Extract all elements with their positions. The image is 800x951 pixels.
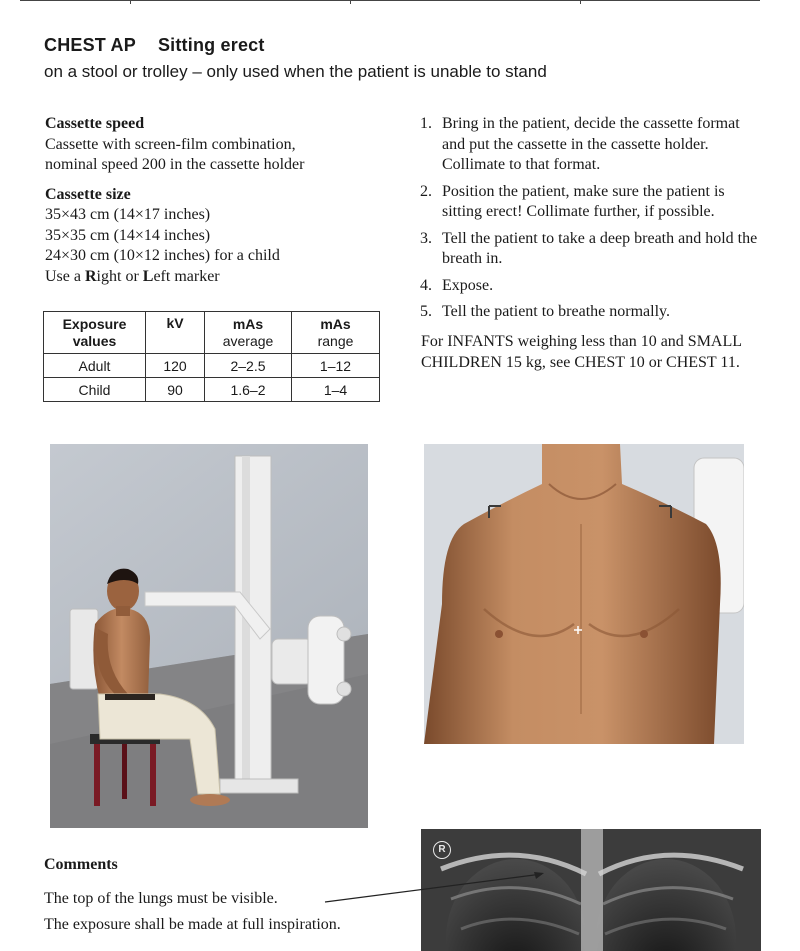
title-main: CHEST AP: [44, 35, 136, 55]
top-rule: [20, 0, 760, 1]
page-description: on a stool or trolley – only used when the patient is unable to stand: [44, 62, 547, 81]
step-item: 2. Position the patient, make sure the patient is sitting erect! Collimate further, if possible.: [420, 182, 725, 220]
table-row: [44, 354, 380, 378]
comments-section: [44, 856, 404, 938]
rule-tick: [130, 0, 131, 4]
column-header: kV: [146, 312, 205, 354]
table-cell: Child: [44, 378, 146, 402]
table-row: [44, 378, 380, 402]
comment-line: The top of the lungs must be visible.: [44, 890, 278, 907]
column-header: mAs average: [205, 312, 292, 354]
cassette-size-heading: Cassette size: [45, 185, 131, 203]
cassette-speed-heading: Cassette speed: [45, 115, 145, 132]
positioning-illustration: [50, 444, 368, 828]
title-position: Sitting erect: [157, 35, 265, 55]
table-cell: 1–4: [292, 378, 380, 402]
table-header-row: [44, 312, 380, 354]
column-header: Exposure values: [44, 312, 146, 354]
infant-note: For INFANTS weighing less than 10 and SMALL CHILDREN 15 kg, see CHEST 10 or CHEST 11.: [421, 333, 742, 371]
rule-tick: [580, 0, 581, 4]
page-title: [44, 35, 547, 56]
cassette-size-line: 24×30 cm (10×12 inches) for a child: [45, 247, 280, 264]
table-cell: 120: [146, 354, 205, 378]
cassette-info: [45, 114, 385, 287]
comments-heading: Comments: [44, 856, 118, 873]
cassette-size-line: 35×35 cm (14×14 inches): [45, 226, 211, 244]
table-cell: 90: [146, 378, 205, 402]
step-item: 3. Tell the patient to take a deep breath and hold the breath in.: [420, 229, 758, 267]
cassette-speed-line: Cassette with screen-film combination,: [45, 135, 296, 153]
chest-closeup-illustration: [424, 444, 744, 744]
step-item: 5. Tell the patient to breathe normally.: [420, 303, 670, 320]
procedure-steps: [420, 114, 765, 329]
comment-line: The exposure shall be made at full inspiration.: [44, 916, 341, 933]
exposure-table: [43, 311, 380, 402]
right-side-marker: R: [433, 841, 451, 859]
table-cell: Adult: [44, 354, 146, 378]
table-cell: 2–2.5: [205, 354, 292, 378]
cassette-speed-line: nominal speed 200 in the cassette holder: [45, 156, 305, 173]
step-item: 4. Expose.: [420, 276, 494, 294]
rule-tick: [350, 0, 351, 4]
table-cell: 1–12: [292, 354, 380, 378]
table-cell: 1.6–2: [205, 378, 292, 402]
column-header: mAs range: [292, 312, 380, 354]
cassette-size-line: 35×43 cm (14×17 inches): [45, 206, 211, 223]
page-header: [44, 35, 547, 82]
step-item: 1. Bring in the patient, decide the cassette format and put the cassette in the cassette holder. Collimate to that format.: [420, 115, 740, 173]
marker-instruction: Use a Right or Left marker: [45, 267, 220, 285]
